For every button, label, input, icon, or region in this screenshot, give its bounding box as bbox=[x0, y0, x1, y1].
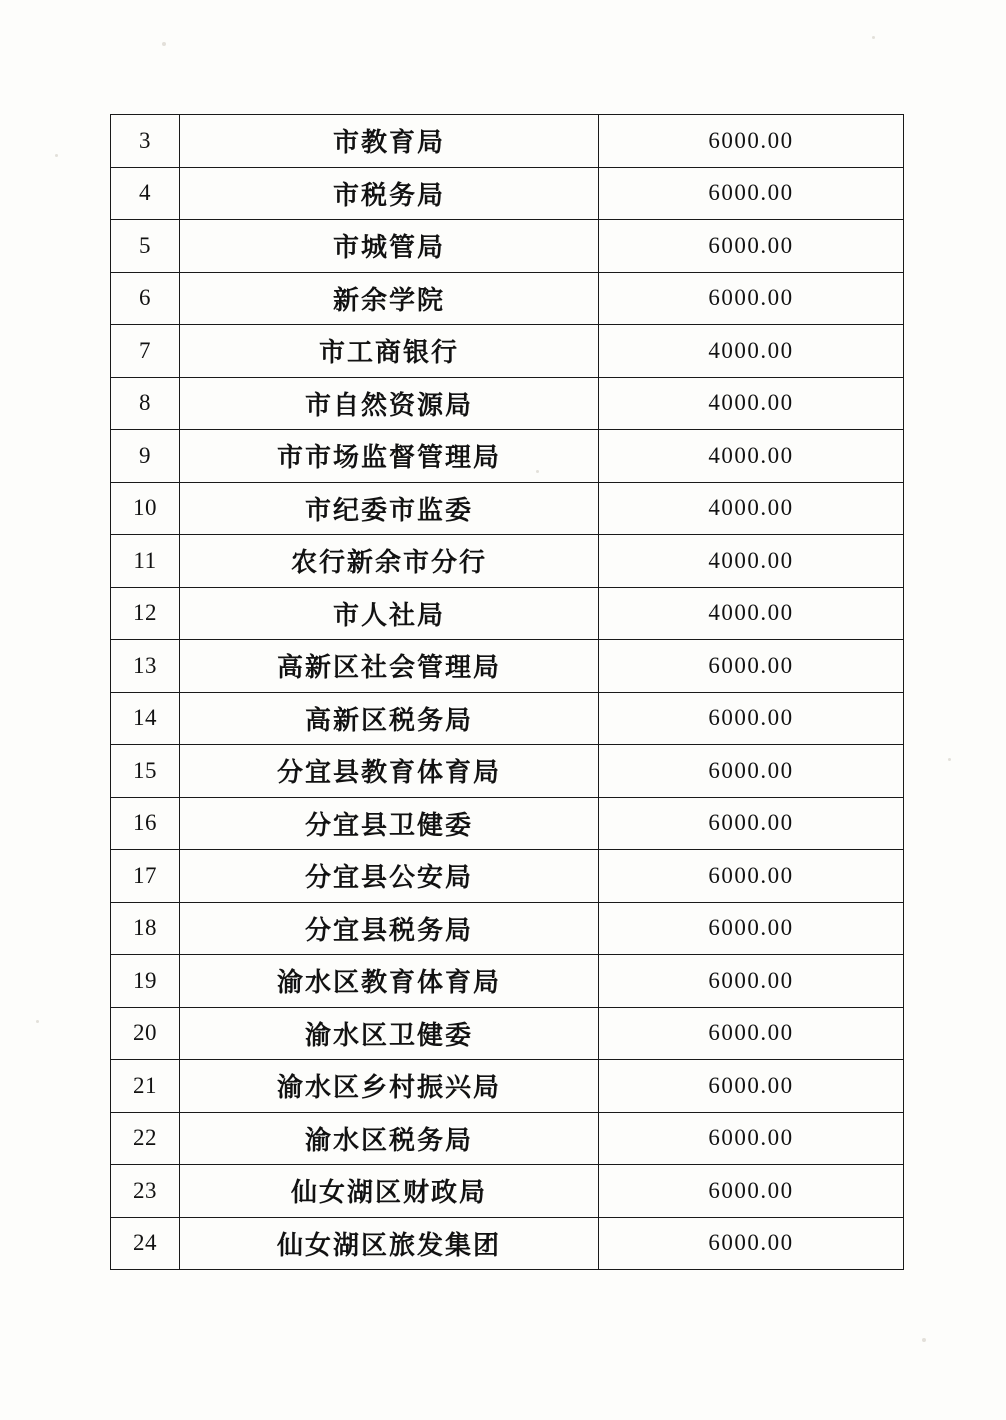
table-row bbox=[111, 535, 904, 588]
table-row bbox=[111, 1060, 904, 1113]
unit-name: 市纪委市监委 bbox=[180, 482, 599, 535]
row-number: 14 bbox=[111, 692, 180, 745]
amount: 6000.00 bbox=[599, 1060, 904, 1113]
scan-artifact bbox=[948, 758, 951, 761]
scan-artifact bbox=[162, 42, 166, 46]
row-number: 23 bbox=[111, 1165, 180, 1218]
row-number: 19 bbox=[111, 955, 180, 1008]
allocation-table bbox=[110, 114, 904, 1270]
unit-name: 市税务局 bbox=[180, 167, 599, 220]
unit-name: 仙女湖区财政局 bbox=[180, 1165, 599, 1218]
amount: 6000.00 bbox=[599, 1112, 904, 1165]
amount: 6000.00 bbox=[599, 850, 904, 903]
amount: 6000.00 bbox=[599, 167, 904, 220]
table-row bbox=[111, 692, 904, 745]
row-number: 10 bbox=[111, 482, 180, 535]
table-row bbox=[111, 745, 904, 798]
table-row bbox=[111, 587, 904, 640]
row-number: 4 bbox=[111, 167, 180, 220]
table-row bbox=[111, 902, 904, 955]
table-row bbox=[111, 1007, 904, 1060]
row-number: 15 bbox=[111, 745, 180, 798]
amount: 6000.00 bbox=[599, 220, 904, 273]
table-row bbox=[111, 797, 904, 850]
row-number: 16 bbox=[111, 797, 180, 850]
amount: 4000.00 bbox=[599, 587, 904, 640]
table-row bbox=[111, 1112, 904, 1165]
amount: 6000.00 bbox=[599, 115, 904, 168]
unit-name: 分宜县税务局 bbox=[180, 902, 599, 955]
table-row bbox=[111, 377, 904, 430]
table-row bbox=[111, 482, 904, 535]
table-row bbox=[111, 167, 904, 220]
row-number: 5 bbox=[111, 220, 180, 273]
table-row bbox=[111, 272, 904, 325]
amount: 6000.00 bbox=[599, 1217, 904, 1270]
row-number: 24 bbox=[111, 1217, 180, 1270]
amount: 6000.00 bbox=[599, 692, 904, 745]
row-number: 13 bbox=[111, 640, 180, 693]
table-row bbox=[111, 115, 904, 168]
row-number: 6 bbox=[111, 272, 180, 325]
row-number: 8 bbox=[111, 377, 180, 430]
unit-name: 市教育局 bbox=[180, 115, 599, 168]
scan-artifact bbox=[36, 1020, 39, 1023]
row-number: 20 bbox=[111, 1007, 180, 1060]
unit-name: 市人社局 bbox=[180, 587, 599, 640]
amount: 4000.00 bbox=[599, 325, 904, 378]
table-row bbox=[111, 1165, 904, 1218]
table-row bbox=[111, 1217, 904, 1270]
amount: 6000.00 bbox=[599, 1165, 904, 1218]
row-number: 22 bbox=[111, 1112, 180, 1165]
table-row bbox=[111, 325, 904, 378]
unit-name: 渝水区乡村振兴局 bbox=[180, 1060, 599, 1113]
table-row bbox=[111, 850, 904, 903]
amount: 6000.00 bbox=[599, 272, 904, 325]
amount: 6000.00 bbox=[599, 640, 904, 693]
amount: 4000.00 bbox=[599, 377, 904, 430]
unit-name: 渝水区卫健委 bbox=[180, 1007, 599, 1060]
unit-name: 市城管局 bbox=[180, 220, 599, 273]
unit-name: 仙女湖区旅发集团 bbox=[180, 1217, 599, 1270]
unit-name: 市自然资源局 bbox=[180, 377, 599, 430]
amount: 6000.00 bbox=[599, 745, 904, 798]
amount: 6000.00 bbox=[599, 797, 904, 850]
row-number: 12 bbox=[111, 587, 180, 640]
table-row bbox=[111, 220, 904, 273]
row-number: 17 bbox=[111, 850, 180, 903]
table-row bbox=[111, 430, 904, 483]
row-number: 3 bbox=[111, 115, 180, 168]
row-number: 21 bbox=[111, 1060, 180, 1113]
amount: 4000.00 bbox=[599, 430, 904, 483]
unit-name: 分宜县公安局 bbox=[180, 850, 599, 903]
unit-name: 分宜县卫健委 bbox=[180, 797, 599, 850]
table-row bbox=[111, 640, 904, 693]
unit-name: 分宜县教育体育局 bbox=[180, 745, 599, 798]
scan-artifact bbox=[922, 1338, 926, 1342]
amount: 6000.00 bbox=[599, 902, 904, 955]
amount: 4000.00 bbox=[599, 482, 904, 535]
unit-name: 市工商银行 bbox=[180, 325, 599, 378]
scan-artifact bbox=[872, 36, 875, 39]
unit-name: 高新区税务局 bbox=[180, 692, 599, 745]
amount: 6000.00 bbox=[599, 955, 904, 1008]
row-number: 9 bbox=[111, 430, 180, 483]
unit-name: 农行新余市分行 bbox=[180, 535, 599, 588]
unit-name: 高新区社会管理局 bbox=[180, 640, 599, 693]
table-row bbox=[111, 955, 904, 1008]
unit-name: 新余学院 bbox=[180, 272, 599, 325]
scan-artifact bbox=[55, 154, 58, 157]
unit-name: 渝水区教育体育局 bbox=[180, 955, 599, 1008]
row-number: 11 bbox=[111, 535, 180, 588]
table-body bbox=[111, 115, 904, 1270]
row-number: 18 bbox=[111, 902, 180, 955]
unit-name: 渝水区税务局 bbox=[180, 1112, 599, 1165]
row-number: 7 bbox=[111, 325, 180, 378]
unit-name: 市市场监督管理局 bbox=[180, 430, 599, 483]
amount: 6000.00 bbox=[599, 1007, 904, 1060]
amount: 4000.00 bbox=[599, 535, 904, 588]
